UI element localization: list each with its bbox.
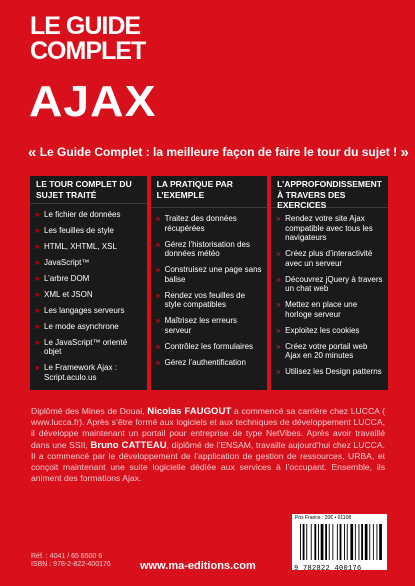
column-header: LA PRATIQUE PAR L’EXEMPLE	[151, 176, 268, 208]
bullet-icon: »	[276, 341, 281, 351]
bullet-icon: »	[155, 239, 161, 249]
list-item-text: L’arbre DOM	[44, 273, 90, 283]
bullet-icon: »	[35, 225, 40, 235]
tagline	[28, 144, 409, 161]
list-item-text: Le JavaScript™ orienté objet	[44, 337, 128, 357]
list-item-text: Le Framework Ajax : Script.aculo.us	[44, 363, 117, 383]
bullet-icon: »	[35, 289, 40, 299]
list-item-text: HTML, XHTML, XSL	[44, 241, 117, 251]
list-item	[156, 214, 263, 233]
close-quote: »	[400, 144, 409, 161]
list-item-text: Traitez des données récupérées	[164, 214, 237, 233]
list-item-text: Gérez l’historisation des données météo	[164, 239, 250, 259]
list-item-text: Le fichier de données	[44, 210, 121, 219]
list-item-text: Créez plus d’interactivité avec un serveur	[285, 249, 373, 268]
column-header: LE TOUR COMPLET DU SUJET TRAITÉ	[30, 176, 147, 204]
series-title	[30, 14, 145, 64]
list-item	[35, 322, 142, 332]
list-item	[276, 275, 383, 294]
book-title: AJAX	[29, 77, 157, 126]
bullet-icon: »	[35, 273, 40, 283]
list-item	[276, 214, 383, 243]
list-item	[156, 342, 263, 352]
author-description	[31, 406, 385, 484]
reference-line: Réf. : 4041 / 65 6500 6	[31, 553, 103, 560]
list-item	[35, 338, 142, 357]
list-item	[35, 274, 142, 284]
isbn-line: ISBN : 978-2-822-400176	[31, 561, 111, 568]
list-item-text: Utilisez les Design patterns	[285, 367, 382, 377]
list-item	[35, 226, 142, 236]
column-complete-tour	[30, 176, 147, 390]
bullet-icon: »	[155, 265, 161, 275]
list-item	[276, 326, 383, 336]
tagline-text: Le Guide Complet : la meilleure façon de faire le tour du sujet !	[39, 145, 398, 159]
list-item	[35, 210, 142, 220]
bullet-icon: »	[155, 357, 161, 367]
price-line: Prix France : 20€ • 01108	[295, 515, 352, 521]
list-item-text: Les langages serveurs	[44, 305, 125, 315]
column-list	[30, 204, 147, 393]
column-exercises	[271, 176, 388, 390]
list-item-text: Gérez l’authentification	[164, 357, 246, 367]
list-item-text: Découvrez jQuery à travers un chat web	[285, 274, 383, 294]
bullet-icon: »	[276, 325, 281, 335]
series-title-line1: LE GUIDE	[30, 12, 141, 40]
barcode-digits: 9 782822 400176	[294, 565, 362, 573]
list-item-text: Maîtrisez les erreurs serveur	[164, 316, 238, 335]
barcode-icon	[300, 524, 382, 560]
list-item-text: Exploitez les cookies	[285, 325, 360, 335]
bullet-icon: »	[276, 300, 281, 310]
bullet-icon: »	[155, 290, 161, 300]
list-item-text: Contrôlez les formulaires	[164, 341, 254, 351]
bullet-icon: »	[35, 321, 40, 331]
list-item	[35, 290, 142, 300]
column-header: L’APPROFONDISSEMENT À TRAVERS DES EXERCICES	[271, 176, 388, 208]
list-item-text: Construisez une page sans balise	[164, 265, 262, 284]
author-text-2: a commencé sa carrière chez LUCCA ( www.lucca.fr). Après s’être formé aux logiciels et aux techniques de développement LUCCA, il développe maintenant un portail pour entreprise de type NetVibes. Après avoir travaillé dans une SSII,	[31, 406, 385, 450]
bullet-icon: »	[276, 249, 281, 259]
list-item	[35, 363, 142, 382]
bullet-icon: »	[155, 341, 161, 351]
list-item-text: Les feuilles de style	[44, 225, 114, 235]
list-item-text: Mettez en place une horloge serveur	[285, 300, 358, 319]
bullet-icon: »	[155, 316, 161, 326]
list-item	[156, 240, 263, 259]
bullet-icon: »	[35, 241, 40, 251]
list-item-text: XML et JSON	[44, 289, 93, 299]
list-item	[35, 242, 142, 252]
bullet-icon: »	[35, 257, 40, 267]
author-text-1: Diplômé des Mines de Douai,	[31, 406, 148, 416]
author-text-3: , diplômé de l’ENSAM, travaille aujourd’hui chez LUCCA. Il a commencé par le développement de l’application de gestion de ressources, URBA, et conçoit maintenant une suite logicielle dédiée aux services à l’occupant. Ensemble, ils animent des formations Ajax.	[31, 439, 385, 484]
list-item	[156, 291, 263, 310]
list-item	[276, 249, 383, 268]
bullet-icon: »	[35, 210, 40, 219]
bullet-icon: »	[276, 274, 281, 284]
list-item-text: Rendez vos feuilles de style compatibles	[164, 290, 246, 310]
column-list	[271, 208, 388, 387]
bullet-icon: »	[35, 337, 40, 347]
author-name-2: Bruno CATTEAU	[90, 439, 167, 451]
list-item	[276, 367, 383, 377]
barcode-box	[292, 514, 387, 573]
reference-block	[31, 553, 111, 569]
series-title-line2: COMPLET	[30, 37, 146, 65]
bullet-icon: »	[155, 214, 161, 223]
list-item	[156, 265, 263, 284]
column-list	[151, 208, 268, 378]
list-item	[276, 300, 383, 319]
column-practice	[151, 176, 268, 390]
list-item-text: Rendez votre site Ajax compatible avec tous les navigateurs	[285, 214, 373, 243]
open-quote: «	[28, 144, 37, 161]
list-item	[35, 258, 142, 268]
author-name-1: Nicolas FAUGOUT	[147, 406, 232, 417]
list-item-text: JavaScript™	[44, 257, 90, 267]
bullet-icon: »	[276, 214, 281, 223]
list-item	[156, 316, 263, 335]
list-item	[276, 342, 383, 361]
bullet-icon: »	[35, 305, 40, 315]
list-item	[35, 306, 142, 316]
list-item-text: Créez votre portail web Ajax en 20 minutes	[285, 341, 368, 361]
list-item-text: Le mode asynchrone	[44, 321, 119, 331]
feature-columns	[30, 176, 388, 390]
bullet-icon: »	[35, 363, 40, 373]
publisher-website: www.ma-editions.com	[140, 560, 256, 572]
bullet-icon: »	[276, 367, 281, 377]
list-item	[156, 358, 263, 368]
